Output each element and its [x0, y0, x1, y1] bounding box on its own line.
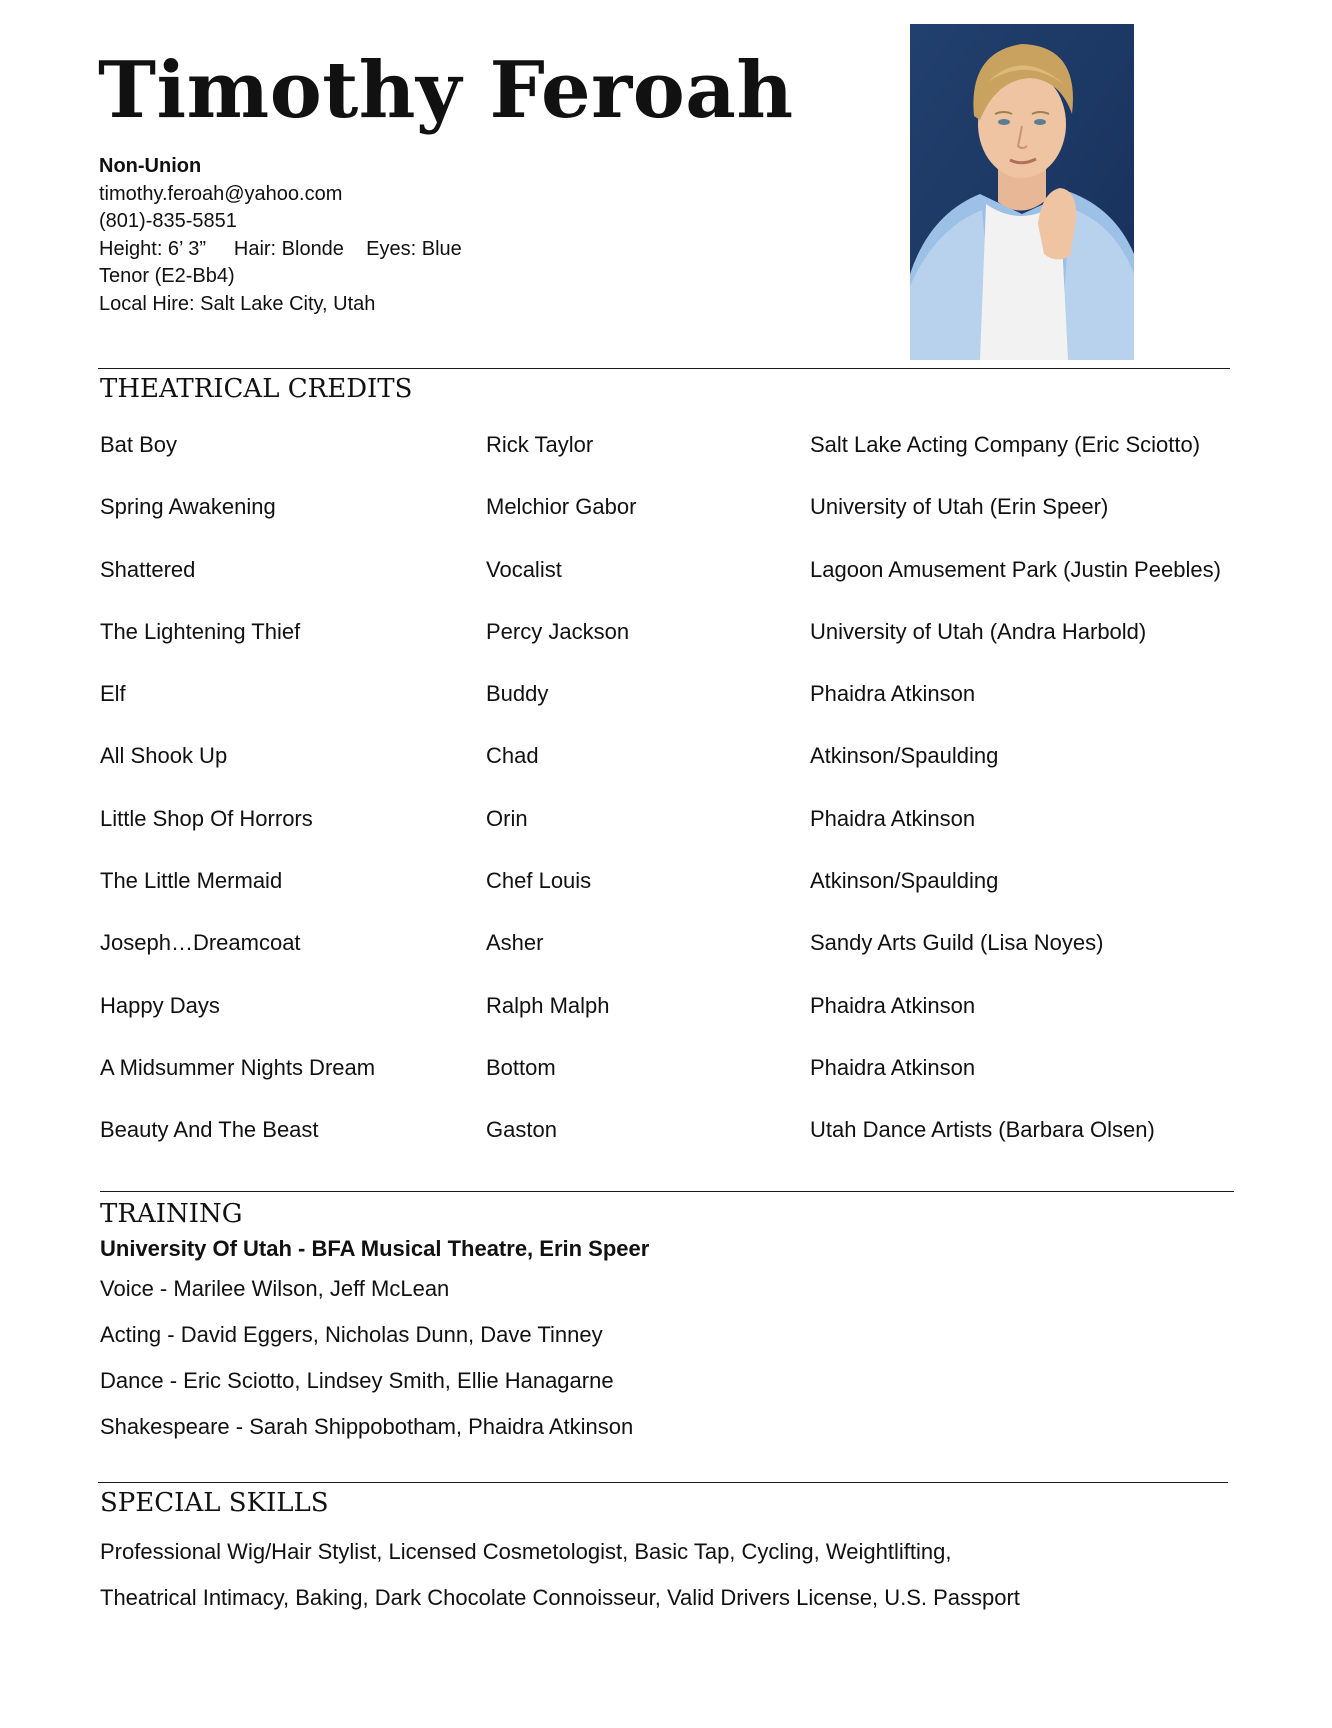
training-item: Shakespeare - Sarah Shippobotham, Phaidra Atkinson	[100, 1414, 634, 1439]
credit-company: Phaidra Atkinson	[810, 992, 976, 1018]
credit-row	[100, 480, 1240, 542]
credit-row	[100, 543, 1240, 605]
headshot-photo	[910, 24, 1134, 360]
training-institution: University Of Utah - BFA Musical Theatre, Erin Speer	[100, 1236, 650, 1261]
email: timothy.feroah@yahoo.com	[99, 182, 343, 205]
credit-company: Phaidra Atkinson	[810, 1054, 976, 1080]
credit-company: University of Utah (Erin Speer)	[810, 494, 1109, 520]
credit-row	[100, 1103, 1240, 1165]
skills-line: Professional Wig/Hair Stylist, Licensed Cosmetologist, Basic Tap, Cycling, Weightlifting,	[100, 1539, 952, 1564]
credit-row	[100, 792, 1240, 854]
skills-line: Theatrical Intimacy, Baking, Dark Chocolate Connoisseur, Valid Drivers License, U.S. Passport	[100, 1585, 1020, 1610]
credit-show: Little Shop Of Horrors	[100, 805, 313, 831]
credit-row	[100, 667, 1240, 729]
credit-role: Buddy	[486, 681, 549, 707]
credit-show: All Shook Up	[100, 743, 228, 769]
credit-role: Chef Louis	[486, 868, 592, 894]
credit-row	[100, 916, 1240, 978]
credit-show: Beauty And The Beast	[100, 1117, 319, 1143]
credit-show: Happy Days	[100, 992, 220, 1018]
credits-table	[100, 418, 1240, 1166]
credit-role: Orin	[486, 805, 528, 831]
credit-row	[100, 854, 1240, 916]
section-divider	[100, 1191, 1234, 1192]
section-title-theatrical-credits: THEATRICAL CREDITS	[100, 374, 413, 404]
training-list	[100, 1275, 633, 1459]
credit-show: Bat Boy	[100, 432, 178, 457]
voice-range: Tenor (E2-Bb4)	[99, 265, 235, 288]
credit-company: Phaidra Atkinson	[810, 681, 976, 707]
training-item: Dance - Eric Sciotto, Lindsey Smith, Ellie Hanagarne	[100, 1368, 614, 1393]
credit-show: A Midsummer Nights Dream	[100, 1054, 376, 1080]
physical-stats: Height: 6’ 3” Hair: Blonde Eyes: Blue	[99, 237, 462, 260]
credit-row	[100, 979, 1240, 1041]
section-title-special-skills: SPECIAL SKILLS	[100, 1488, 329, 1518]
training-item: Voice - Marilee Wilson, Jeff McLean	[100, 1276, 450, 1301]
credit-company: Atkinson/Spaulding	[810, 743, 999, 769]
credit-company: University of Utah (Andra Harbold)	[810, 618, 1147, 644]
credit-company: Lagoon Amusement Park (Justin Peebles)	[810, 556, 1221, 582]
credit-company: Sandy Arts Guild (Lisa Noyes)	[810, 930, 1104, 956]
credit-role: Rick Taylor	[486, 432, 594, 457]
credit-company: Atkinson/Spaulding	[810, 868, 999, 894]
contact-info	[99, 153, 462, 319]
special-skills-list	[100, 1538, 1020, 1630]
credit-role: Vocalist	[486, 556, 562, 582]
section-divider	[98, 1482, 1228, 1483]
credit-company: Phaidra Atkinson	[810, 805, 976, 831]
local-hire: Local Hire: Salt Lake City, Utah	[99, 292, 376, 315]
credit-row	[100, 605, 1240, 667]
credit-role: Ralph Malph	[486, 992, 610, 1018]
credit-role: Asher	[486, 930, 544, 956]
credit-role: Bottom	[486, 1054, 556, 1080]
union-status: Non-Union	[99, 155, 202, 177]
credit-row	[100, 418, 1240, 480]
credit-role: Gaston	[486, 1117, 557, 1143]
credit-row	[100, 1041, 1240, 1103]
training-item: Acting - David Eggers, Nicholas Dunn, Dave Tinney	[100, 1322, 603, 1347]
headshot-illustration	[910, 24, 1134, 360]
credit-company: Salt Lake Acting Company (Eric Sciotto)	[810, 432, 1201, 457]
phone: (801)-835-5851	[99, 210, 237, 233]
credit-role: Chad	[486, 743, 539, 769]
credit-row	[100, 729, 1240, 791]
credit-role: Percy Jackson	[486, 618, 630, 644]
credit-company: Utah Dance Artists (Barbara Olsen)	[810, 1117, 1155, 1143]
credit-show: The Little Mermaid	[100, 868, 283, 894]
credit-show: Spring Awakening	[100, 494, 276, 520]
section-divider	[98, 368, 1230, 369]
credit-show: Elf	[100, 681, 126, 707]
section-title-training: TRAINING	[100, 1199, 243, 1229]
credit-show: The Lightening Thief	[100, 618, 301, 644]
credit-show: Joseph…Dreamcoat	[100, 930, 301, 956]
actor-name: Timothy Feroah	[98, 45, 794, 136]
credit-role: Melchior Gabor	[486, 494, 637, 520]
credit-show: Shattered	[100, 556, 196, 582]
